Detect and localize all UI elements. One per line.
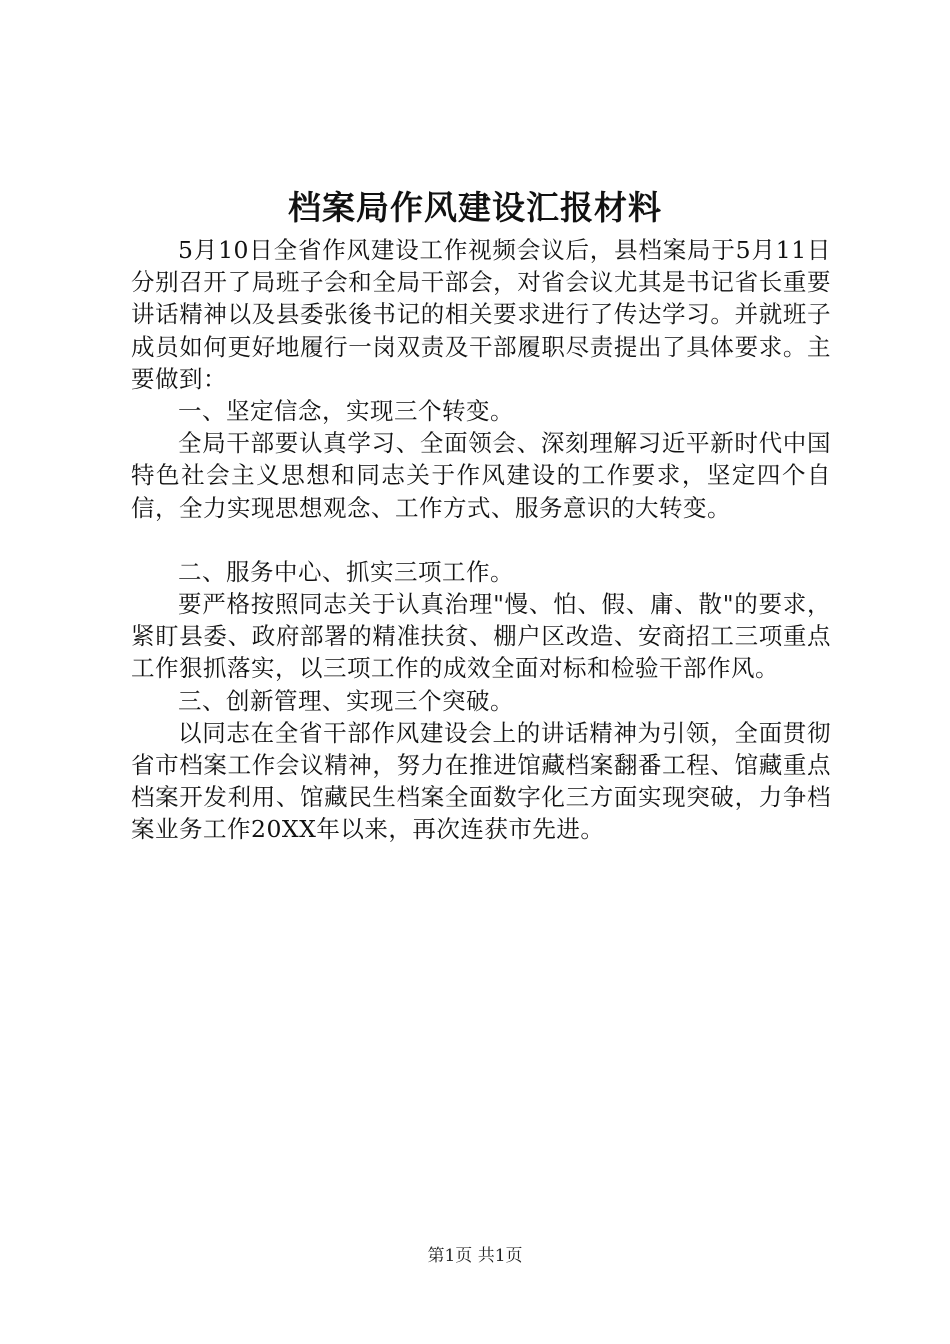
section-heading-1: 一、坚定信念，实现三个转变。 bbox=[178, 397, 514, 426]
paragraph-section-1: 全局干部要认真学习、全面领会、深刻理解习近平新时代中国特色社会主义思想和同志关于作风建设的工作要求，坚定四个自信，全力实现思想观念、工作方式、服务意识的大转变。 bbox=[131, 429, 831, 522]
document-title: 档案局作风建设汇报材料 bbox=[288, 188, 662, 227]
page-footer: 第1页 共1页 bbox=[427, 1246, 523, 1266]
document-body bbox=[131, 234, 831, 846]
section-heading-2: 二、服务中心、抓实三项工作。 bbox=[178, 557, 514, 586]
paragraph-section-3: 以同志在全省干部作风建设会上的讲话精神为引领，全面贯彻省市档案工作会议精神，努力在推进馆藏档案翻番工程、馆藏重点档案开发利用、馆藏民生档案全面数字化三方面实现突破，力争档案业务工作20XX年以来，再次连获市先进。 bbox=[131, 718, 831, 844]
paragraph-intro: 5月10日全省作风建设工作视频会议后，县档案局于5月11日分别召开了局班子会和全局干部会，对省会议尤其是书记省长重要讲话精神以及县委张後书记的相关要求进行了传达学习。并就班子成员如何更好地履行一岗双责及干部履职尽责提出了具体要求。主要做到： bbox=[131, 236, 831, 393]
paragraph-section-2: 要严格按照同志关于认真治理"慢、怕、假、庸、散"的要求，紧盯县委、政府部署的精准扶贫、棚户区改造、安商招工三项重点工作狠抓落实，以三项工作的成效全面对标和检验干部作风。 bbox=[131, 590, 831, 683]
section-heading-3: 三、创新管理、实现三个突破。 bbox=[178, 686, 514, 715]
